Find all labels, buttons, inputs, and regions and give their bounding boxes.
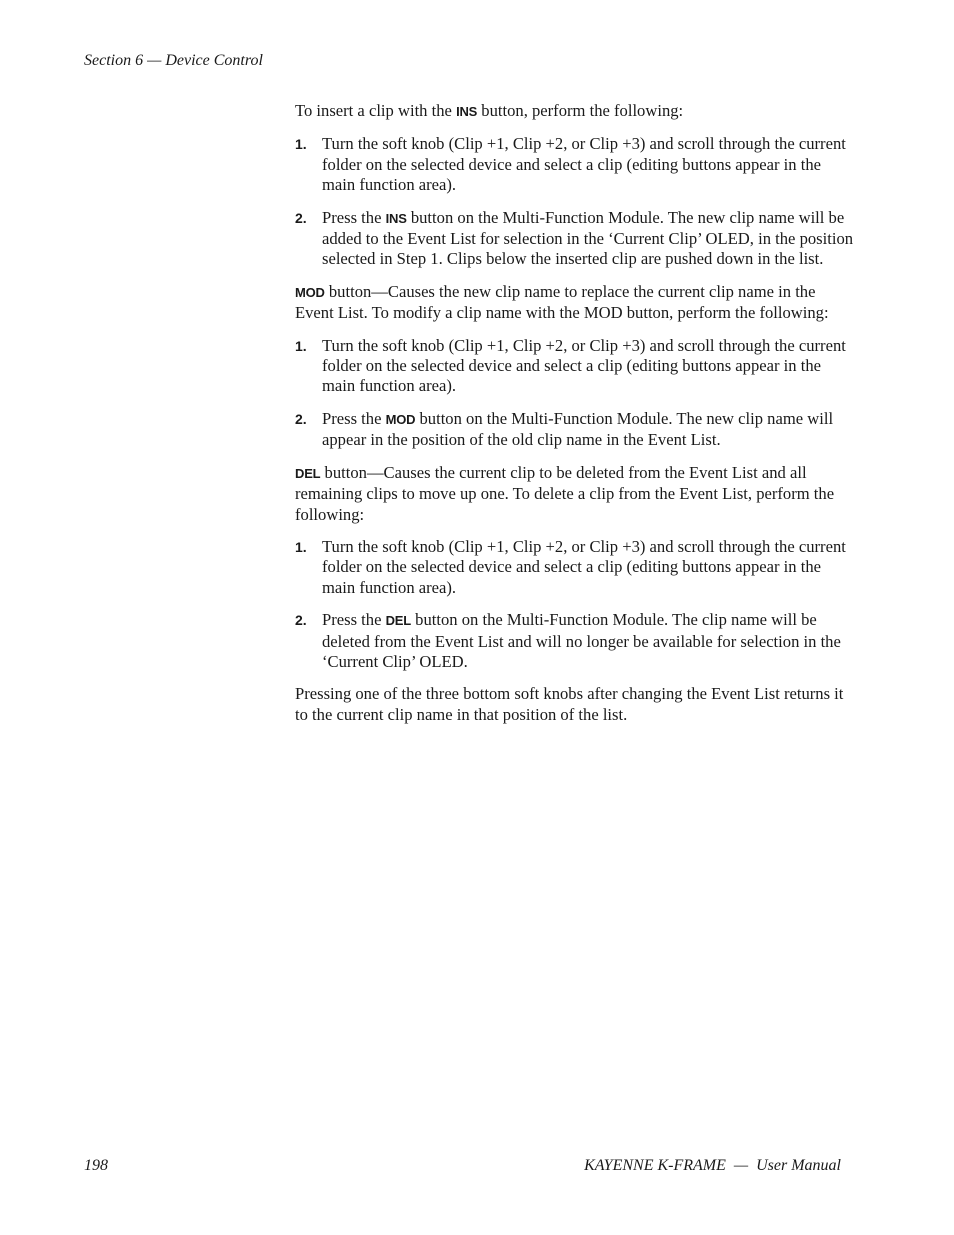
ins-intro: To insert a clip with the INS button, perform the following: bbox=[295, 101, 684, 120]
ins-button-label: INS bbox=[456, 104, 478, 119]
ins-step-2: 2. Press the INS button on the Multi-Function Module. The new clip name will be added to the Event List for selection in the ‘Current Clip’ OLED, in the position selected in Step 1. Clips below the inserted clip are pushed down in the list. bbox=[295, 207, 854, 269]
manual-title: KAYENNE K-FRAME — User Manual bbox=[584, 1157, 841, 1174]
del-button-label: DEL bbox=[295, 465, 321, 481]
del-step-1: 1. Turn the soft knob (Clip +1, Clip +2, or Clip +3) and scroll through the current folder on the selected device and select a clip (editing buttons appear in the main function area). bbox=[295, 536, 846, 597]
del-button-label: DEL bbox=[385, 613, 412, 629]
mod-button-label: MOD bbox=[295, 284, 325, 300]
ins-step-1: 1. Turn the soft knob (Clip +1, Clip +2, or Clip +3) and scroll through the current folder on the selected device and select a clip (editing buttons appear in the main function area). bbox=[295, 134, 846, 195]
page-number: 198 bbox=[84, 1157, 108, 1174]
del-intro: DEL button—Causes the current clip to be deleted from the Event List and all remaining clips to move up one. To delete a clip from the Event List, perform the following: bbox=[295, 462, 835, 524]
mod-intro: MOD button—Causes the new clip name to replace the current clip name in the Event List. To modify a clip name with the MOD button, perform the following: bbox=[295, 281, 829, 323]
ins-steps bbox=[295, 134, 857, 269]
mod-steps bbox=[295, 336, 857, 451]
del-step-2: 2. Press the DEL button on the Multi-Function Module. The clip name will be deleted from the Event List and will no longer be available for selection in the ‘Current Clip’ OLED. bbox=[295, 610, 841, 671]
running-header: Section 6 — Device Control bbox=[84, 52, 263, 69]
ins-button-label: INS bbox=[385, 210, 407, 226]
main-content bbox=[295, 101, 857, 737]
del-steps bbox=[295, 537, 857, 672]
mod-step-2: 2. Press the MOD button on the Multi-Function Module. The new clip name will appear in the position of the old clip name in the Event List. bbox=[295, 408, 834, 450]
closing-paragraph: Pressing one of the three bottom soft knobs after changing the Event List returns it to the current clip name in that position of the list. bbox=[295, 684, 844, 724]
mod-step-1: 1. Turn the soft knob (Clip +1, Clip +2, or Clip +3) and scroll through the current folder on the selected device and select a clip (editing buttons appear in the main function area). bbox=[295, 335, 846, 396]
mod-button-label: MOD bbox=[385, 411, 416, 427]
